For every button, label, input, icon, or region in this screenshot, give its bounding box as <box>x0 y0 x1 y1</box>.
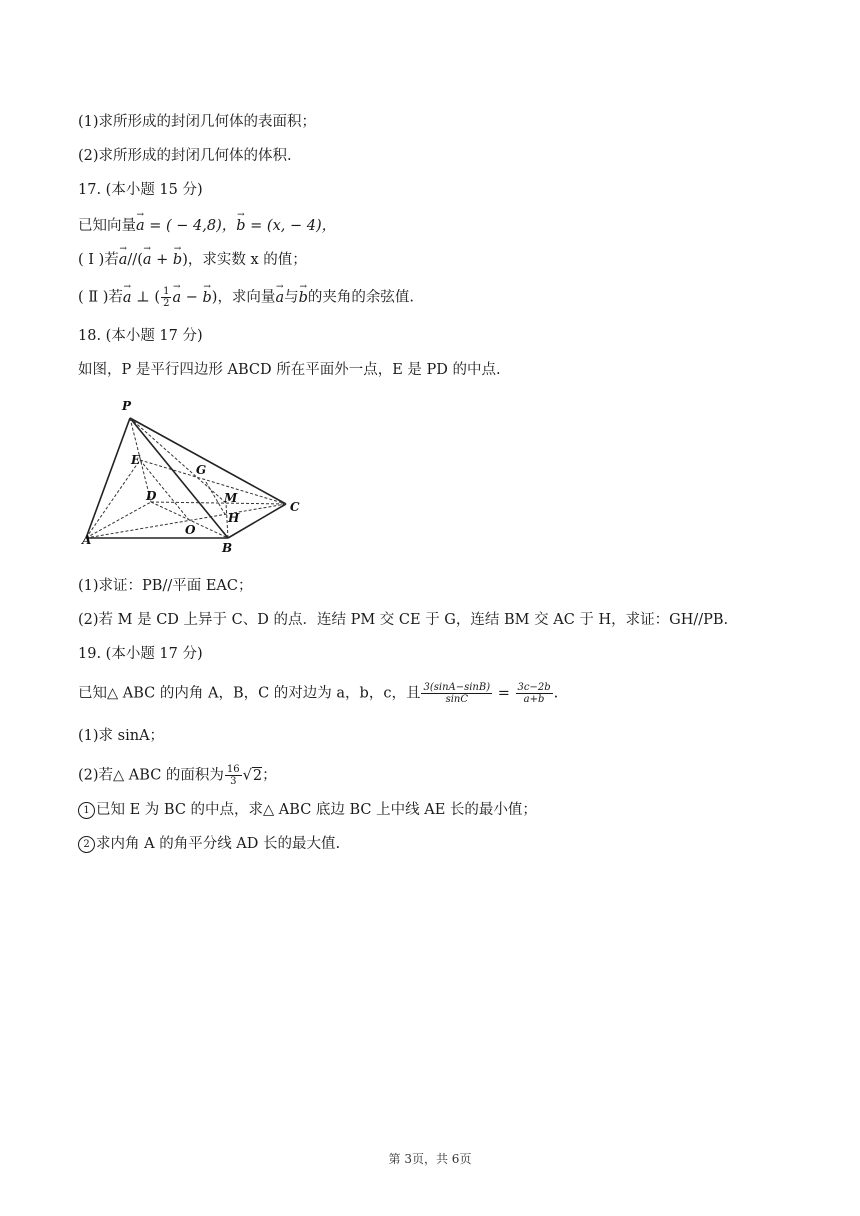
q19-header: 19. (本小题 17 分) <box>78 646 203 662</box>
intro-prefix: 已知△ ABC 的内角 A，B，C 的对边为 a，b，c，且 <box>78 685 421 702</box>
q17-part2: ( Ⅱ )若→ a ⊥ ( $\frac{1}{2}$ → a − → b)，求向量→ a与→ b的夹角的余弦值. <box>78 286 414 309</box>
part2-prefix: ( Ⅱ )若 <box>78 289 123 306</box>
vector-a-value: = ( − 4,8)， <box>144 218 237 234</box>
label-C: C <box>290 500 300 514</box>
label-G: G <box>196 463 207 477</box>
q18-header: 18. (本小题 17 分) <box>78 328 203 344</box>
q19-sub1: 1 已知 E 为 BC 的中点，求△ ABC 底边 BC 上中线 AE 长的最小值； <box>78 800 537 820</box>
label-D: D <box>146 489 157 503</box>
q16-part1: (1)求所形成的封闭几何体的表面积； <box>78 114 317 130</box>
seg-GH <box>206 482 226 516</box>
part1-prefix: ( Ⅰ )若 <box>78 252 119 268</box>
sqrt-sign: √ <box>242 767 252 784</box>
q19-part1: (1)求 sinA； <box>78 728 165 744</box>
seg-EC <box>140 460 286 504</box>
pyramid-figure <box>78 394 310 556</box>
given-prefix: 已知向量 <box>78 218 136 234</box>
q17-header: 17. (本小题 15 分) <box>78 182 203 198</box>
q18-part2: (2)若 M 是 CD 上异于 C、D 的点．连结 PM 交 CE 于 G，连结 BM 交 AC 于 H，求证：GH//PB. <box>78 612 729 628</box>
fraction-sides: $\frac{3c-2b}{a+b}$ <box>517 682 551 705</box>
q19-intro: 已知△ ABC 的内角 A，B，C 的对边为 a，b，c，且 $\frac{3(\sin A-\sin B)}{\sin C}$ = $\frac{3c-2b}{a+b}$ . <box>78 682 559 705</box>
label-P: P <box>122 399 132 413</box>
q19-sub2: 2 求内角 A 的角平分线 AD 长的最大值. <box>78 834 340 854</box>
vector-a: → a <box>136 216 145 236</box>
label-H: H <box>228 511 240 525</box>
vector-b-value: = (x, − 4)， <box>245 218 337 234</box>
seg-PM <box>130 418 226 503</box>
q18-intro: 如图，P 是平行四边形 ABCD 所在平面外一点，E 是 PD 的中点. <box>78 362 501 378</box>
part1-suffix: ，求实数 x 的值； <box>187 252 307 268</box>
vector-b: → b <box>236 216 245 236</box>
sqrt-radicand: 2 <box>252 767 263 784</box>
edge-PA <box>86 418 130 538</box>
part2-prefix: (2)若△ ABC 的面积为 <box>78 767 224 784</box>
page-footer: 第 3页，共 6页 <box>388 1152 472 1166</box>
q16-part2: (2)求所形成的封闭几何体的体积. <box>78 148 292 164</box>
part2-suffix: ，求向量 <box>217 289 276 306</box>
label-A: A <box>82 533 92 547</box>
circled-number-2: 2 <box>78 836 95 853</box>
label-E: E <box>131 453 141 467</box>
seg-AE <box>86 460 140 538</box>
q18-part1: (1)求证：PB//平面 EAC； <box>78 578 253 594</box>
q17-part1: ( Ⅰ )若→ a//(→ a + → b)，求实数 x 的值； <box>78 250 307 270</box>
q19-part2: (2)若△ ABC 的面积为 $\frac{16}{3}$ √2； <box>78 764 277 787</box>
fraction-sine: $\frac{3(\sin A-\sin B)}{\sin C}$ <box>423 682 491 705</box>
label-M: M <box>224 491 238 505</box>
circled-number-1: 1 <box>78 802 95 819</box>
area-fraction: $\frac{16}{3}$ <box>226 764 240 787</box>
q17-given <box>78 216 336 236</box>
label-O: O <box>185 523 196 537</box>
label-B: B <box>222 541 233 555</box>
